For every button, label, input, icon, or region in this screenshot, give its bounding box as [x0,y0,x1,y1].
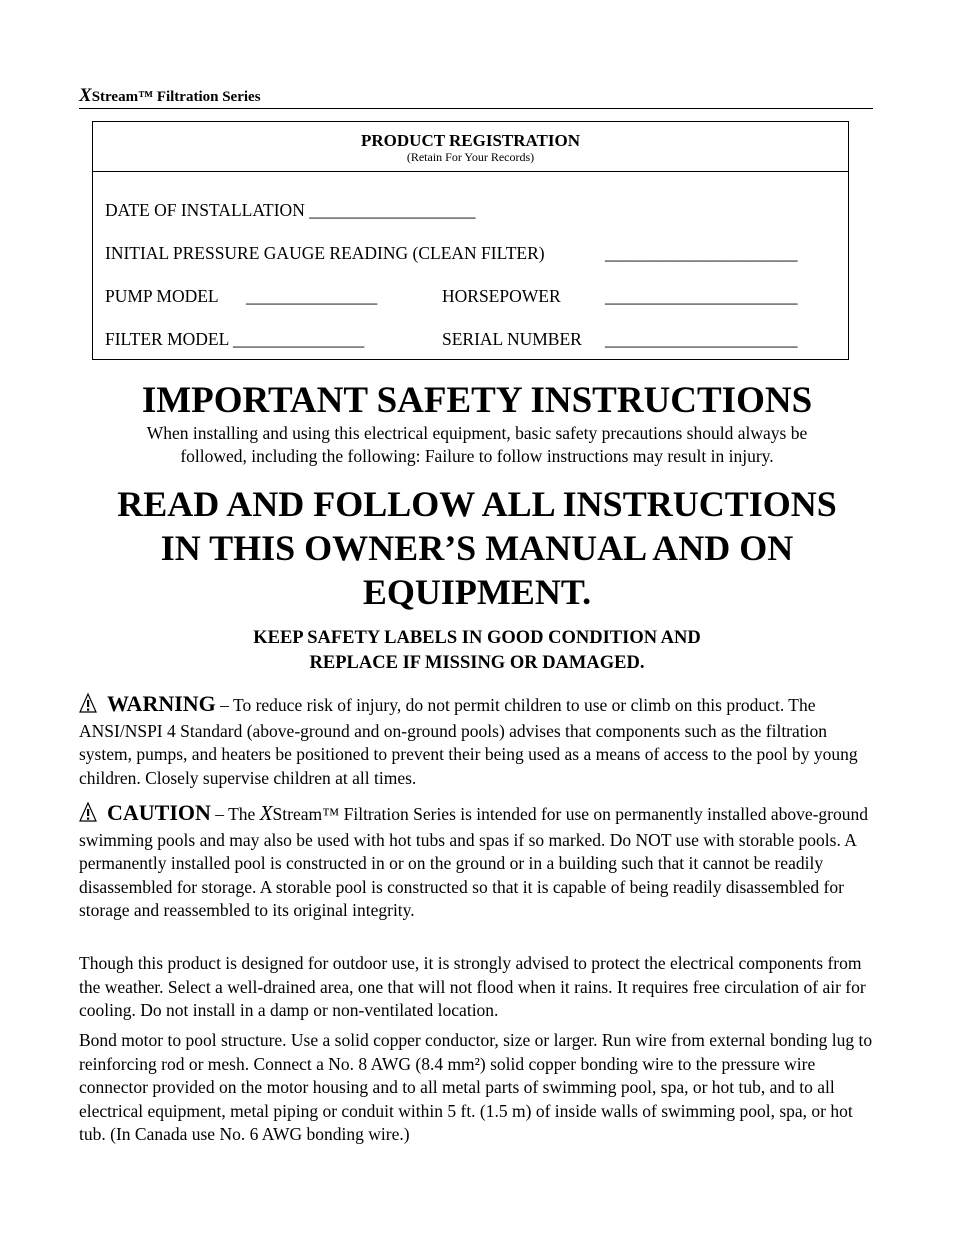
warning-paragraph [79,692,875,790]
date-of-installation-field[interactable]: DATE OF INSTALLATION ___________________ [105,200,476,220]
keep-labels-line-1: KEEP SAFETY LABELS IN GOOD CONDITION AND [253,628,701,648]
pressure-gauge-label: INITIAL PRESSURE GAUGE READING (CLEAN FILTER) [105,243,545,263]
read-heading-line-1: READ AND FOLLOW ALL INSTRUCTIONS [117,484,837,524]
caution-x-mark: X [259,801,273,825]
read-heading-line-2: IN THIS OWNER’S MANUAL AND ON [160,528,794,568]
safety-heading: IMPORTANT SAFETY INSTRUCTIONS [141,380,813,421]
safety-intro [79,422,875,468]
outdoor-use-paragraph: Though this product is designed for outdoor use, it is strongly advised to protect the electrical components from the weather. Select a well-drained area, one that will not flood when it rains. It requires free circulation of air for cooling. Do not install in a damp or non-ventilated location. [79,953,866,1020]
caution-paragraph [79,801,875,923]
horsepower-field[interactable]: ______________________ [605,286,798,306]
serial-number-label: SERIAL NUMBER [442,329,582,349]
safety-intro-line-2: followed, including the following: Failure to follow instructions may result in injury. [180,446,774,466]
warning-triangle-icon [79,693,97,720]
pump-model-field[interactable]: _______________ [246,286,378,306]
caution-dash: – [210,804,229,824]
serial-number-field[interactable]: ______________________ [605,329,798,349]
pressure-gauge-field[interactable]: ______________________ [605,243,798,263]
series-x-mark: X [79,85,92,106]
warning-text: To reduce risk of injury, do not permit children to use or climb on this product. The ANSI/NSPI 4 Standard (above-ground and on-ground pools) advises that components such as the filtration system, pumps, and heaters be positioned to prevent their being used as a means of access to the pool by young children. Closely supervise children at all times. [79,695,858,788]
filter-model-field[interactable]: FILTER MODEL _______________ [105,329,365,349]
warning-dash: – [215,695,233,715]
running-header [79,85,873,109]
bonding-paragraph: Bond motor to pool structure. Use a solid copper conductor, size or larger. Run wire from external bonding lug to reinforcing rod or mesh. Connect a No. 8 AWG (8.4 mm²) solid copper bonding wire to the pressure wire connector provided on the motor housing and to all metal parts of swimming pool, spa, or hot tub, and to all electrical equipment, metal piping or conduit within 5 ft. (1.5 m) of inside walls of swimming pool, spa, or hot tub. (In Canada use No. 6 AWG bonding wire.) [79,1030,873,1144]
product-registration-box [92,121,849,360]
registration-subtitle: (Retain For Your Records) [406,150,535,164]
series-title-text: Stream™ Filtration Series [91,89,261,105]
keep-labels-heading [0,626,954,676]
read-heading-line-3: EQUIPMENT. [362,572,592,612]
read-instructions-heading [0,482,954,614]
horsepower-label: HORSEPOWER [442,286,561,306]
caution-text-pre: The [228,804,260,824]
caution-text: Stream™ Filtration Series is intended for use on permanently installed above-ground swimming pools and may also be used with hot tubs and spas if so marked. Do NOT use with storable pools. A permanently installed pool is constructed in or on the ground or in a building such that it cannot be readily disassembled for storage. A storable pool is constructed so that it is capable of being readily disassembled for storage and reassembled to its original integrity. [79,804,869,920]
safety-intro-line-1: When installing and using this electrical equipment, basic safety precautions should always be [146,423,808,443]
caution-triangle-icon [79,802,97,829]
registration-header [93,122,848,172]
caution-label: CAUTION [107,800,211,825]
warning-label: WARNING [107,691,216,716]
pump-model-label: PUMP MODEL [105,286,219,306]
registration-title: PRODUCT REGISTRATION [361,131,580,150]
series-title [79,85,261,107]
keep-labels-line-2: REPLACE IF MISSING OR DAMAGED. [309,653,645,673]
